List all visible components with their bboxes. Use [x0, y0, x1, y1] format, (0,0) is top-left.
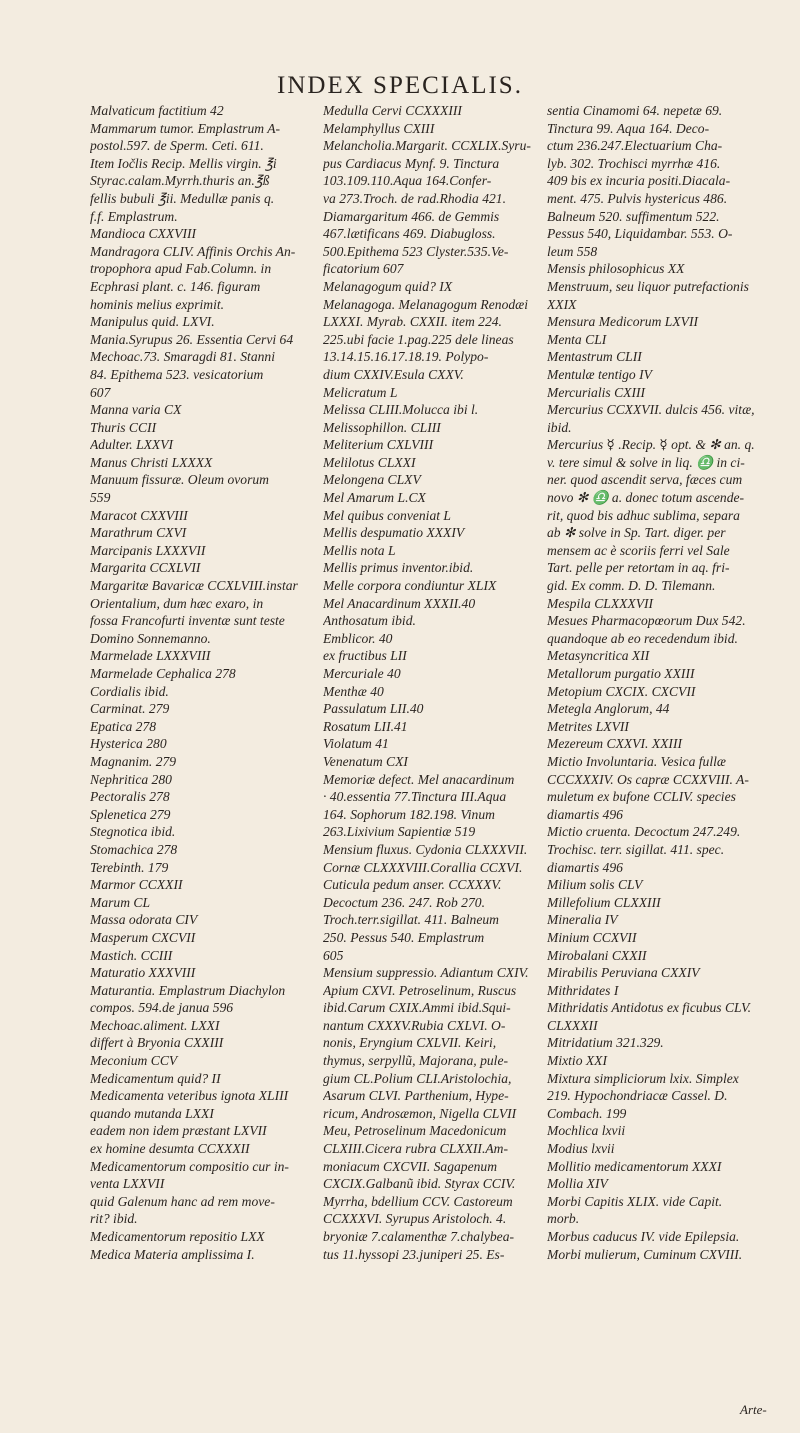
index-entry-line: · 40.essentia 77.Tinctura III.Aqua: [323, 789, 507, 805]
index-entry-line: 225.ubi facie 1.pag.225 dele lineas: [323, 331, 514, 347]
index-entry-line: Mollia XIV: [547, 1176, 608, 1192]
index-entry-line: CCXXXVI. Syrupus Aristoloch. 4.: [323, 1211, 507, 1227]
index-entry-line: venta LXXVII: [90, 1176, 165, 1192]
index-entry-line: Mollitio medicamentorum XXXI: [547, 1158, 722, 1174]
index-entry-line: Melilotus CLXXI: [323, 454, 416, 470]
index-entry-line: Hysterica 280: [90, 736, 167, 752]
index-entry-line: Malvaticum factitium 42: [90, 103, 224, 118]
index-entry-line: quandoque ab eo recedendum ibid.: [547, 630, 738, 646]
index-entry-line: Nephritica 280: [90, 771, 172, 787]
index-entry-line: Mandioca CXXVIII: [90, 226, 197, 242]
index-entry-line: diamartis 496: [547, 806, 623, 822]
index-entry-line: Manuum fissuræ. Oleum ovorum: [90, 472, 269, 488]
index-entry-line: Mel Amarum L.CX: [323, 490, 426, 506]
index-entry-line: Stegnotica ibid.: [90, 824, 176, 840]
index-entry-line: Mellis nota L: [323, 542, 396, 558]
index-entry-line: Melicratum L: [323, 384, 398, 400]
index-entry-line: Mespila CLXXXVII: [547, 595, 654, 611]
index-entry-line: Mel Anacardinum XXXII.40: [323, 595, 476, 611]
index-entry-line: tropophora apud Fab.Column. in: [90, 261, 272, 277]
index-entry-line: Melissa CLIII.Molucca ibi l.: [323, 402, 479, 418]
index-entry-line: Mentastrum CLII: [547, 349, 642, 365]
index-entry-line: Domino Sonnemanno.: [90, 630, 211, 646]
index-column-2: [323, 102, 547, 1263]
index-entry-line: Mercurius ☿ .Recip. ☿ opt. & ✻ an. q.: [547, 437, 755, 453]
index-entry-line: Menta CLI: [547, 331, 607, 347]
index-entry-line: Carminat. 279: [90, 701, 170, 717]
index-entry-line: Mirobalani CXXII: [547, 947, 647, 963]
index-entry-line: 164. Sophorum 182.198. Vinum: [323, 806, 495, 822]
index-entry-line: gid. Ex comm. D. D. Tilemann.: [547, 578, 716, 594]
index-entry-line: differt à Bryonia CXXIII: [90, 1035, 224, 1051]
index-entry-line: Mithridates I: [547, 982, 619, 998]
index-entry-line: ab ✻ solve in Sp. Tart. diger. per: [547, 525, 726, 541]
index-entry-line: Tinctura 99. Aqua 164. Deco-: [547, 120, 710, 136]
index-entry-line: Melanagogum quid? IX: [323, 278, 453, 294]
index-entry-line: Magnanim. 279: [90, 753, 177, 769]
index-column-1: [90, 102, 322, 1263]
index-entry-line: eadem non idem præstant LXVII: [90, 1123, 267, 1139]
index-entry-line: Mentulæ tentigo IV: [547, 366, 652, 382]
index-entry-line: 467.lætificans 469. Diabugloss.: [323, 226, 496, 242]
index-entry-line: Morbi Capitis XLIX. vide Capit.: [547, 1193, 723, 1209]
index-entry-line: 605: [323, 947, 344, 963]
index-entry-line: 250. Pessus 540. Emplastrum: [323, 929, 485, 945]
index-entry-line: Orientalium, dum hæc exaro, in: [90, 595, 264, 611]
index-column-3: [547, 102, 783, 1263]
index-entry-line: Medulla Cervi CCXXXIII: [323, 103, 462, 118]
index-entry-line: Melongena CLXV: [323, 472, 421, 488]
index-entry-line: Maturantia. Emplastrum Diachylon: [90, 982, 286, 998]
index-entry-line: v. tere simul & solve in liq. ♎ in ci-: [547, 454, 745, 470]
index-entry-line: Anthosatum ibid.: [323, 613, 416, 629]
index-entry-line: Mixtio XXI: [547, 1053, 608, 1069]
index-entry-line: Meu, Petroselinum Macedonicum: [323, 1123, 507, 1139]
index-entry-line: Item Iočlis Recip. Mellis virgin. ℥i: [90, 155, 277, 171]
index-entry-line: dium CXXIV.Esula CXXV.: [323, 366, 464, 382]
index-entry-line: Medicamentorum repositio LXX: [90, 1229, 265, 1244]
index-entry-line: Mensium fluxus. Cydonia CLXXXVII.: [323, 841, 528, 857]
index-entry-line: CXCIX.Galbanũ ibid. Styrax CCIV.: [323, 1176, 516, 1192]
index-entry-line: Mandragora CLIV. Affinis Orchis An-: [90, 243, 296, 259]
index-entry-line: Apium CXVI. Petroselinum, Ruscus: [323, 982, 517, 998]
index-entry-line: CCCXXXIV. Os capræ CCXXVIII. A-: [547, 771, 749, 787]
index-entry-line: Mensis philosophicus XX: [547, 261, 685, 277]
index-entry-line: CLXXXII: [547, 1017, 598, 1033]
index-entry-line: Ecphrasi plant. c. 146. figuram: [90, 278, 261, 294]
index-entry-line: Venenatum CXI: [323, 753, 408, 769]
index-entry-line: Asarum CLVI. Parthenium, Hype-: [323, 1088, 509, 1104]
index-entry-line: Terebinth. 179: [90, 859, 169, 875]
index-entry-line: Decoctum 236. 247. Rob 270.: [323, 894, 485, 910]
index-entry-line: Tart. pelle per retortam in aq. fri-: [547, 560, 730, 576]
index-entry-line: leum 558: [547, 243, 598, 259]
index-entry-line: muletum ex bufone CCLIV. species: [547, 789, 736, 805]
index-entry-line: hominis melius exprimit.: [90, 296, 225, 312]
index-entry-line: 13.14.15.16.17.18.19. Polypo-: [323, 349, 489, 365]
index-entry-line: Memoriæ defect. Mel anacardinum: [323, 771, 515, 787]
index-entry-line: Cornæ CLXXXVIII.Corallia CCXVI.: [323, 859, 523, 875]
index-entry-line: Mercurius CCXXVII. dulcis 456. vitæ,: [547, 402, 755, 418]
index-entry-line: sentia Cinamomi 64. nepetæ 69.: [547, 103, 723, 118]
index-entry-line: Mechoac.aliment. LXXI: [90, 1017, 220, 1033]
index-entry-line: Minium CCXVII: [547, 929, 637, 945]
index-entry-line: Violatum 41: [323, 736, 389, 752]
index-entry-line: LXXXI. Myrab. CXXII. item 224.: [323, 314, 502, 330]
index-entry-line: ricum, Androsæmon, Nigella CLVII: [323, 1105, 517, 1121]
index-entry-line: Massa odorata CIV: [90, 912, 198, 928]
index-entry-line: ibid.Carum CXIX.Ammi ibid.Squi-: [323, 1000, 511, 1016]
index-entry-line: Mitridatium 321.329.: [547, 1035, 664, 1051]
index-entry-line: morb.: [547, 1211, 580, 1227]
index-entry-line: ibid.: [547, 419, 572, 435]
index-entry-line: Metegla Anglorum, 44: [547, 701, 670, 717]
index-entry-line: Mirabilis Peruviana CXXIV: [547, 965, 700, 981]
index-entry-line: gium CL.Polium CLI.Aristolochia,: [323, 1070, 512, 1086]
index-entry-line: Mellis primus inventor.ibid.: [323, 560, 474, 576]
index-entry-line: Menstruum, seu liquor putrefactionis: [547, 278, 749, 294]
index-entry-line: Splenetica 279: [90, 806, 171, 822]
index-entry-line: Metasyncritica XII: [547, 648, 650, 664]
index-entry-line: Manipulus quid. LXVI.: [90, 314, 215, 330]
index-entry-line: Medica Materia amplissima I.: [90, 1246, 255, 1262]
index-entry-line: 500.Epithema 523 Clyster.535.Ve-: [323, 243, 509, 259]
index-entry-line: Metrites LXVII: [547, 718, 629, 734]
index-entry-line: ctum 236.247.Electuarium Cha-: [547, 138, 723, 154]
index-entry-line: Maturatio XXXVIII: [90, 965, 196, 981]
index-entry-line: nantum CXXXV.Rubia CXLVI. O-: [323, 1017, 506, 1033]
index-entry-line: Mastich. CCIII: [90, 947, 173, 963]
index-entry-line: Medicamentorum compositio cur in-: [90, 1158, 289, 1174]
index-entry-line: nonis, Eryngium CXLVII. Keiri,: [323, 1035, 497, 1051]
index-entry-line: tus 11.hyssopi 23.juniperi 25. Es-: [323, 1246, 505, 1262]
index-entry-line: Mithridatis Antidotus ex ficubus CLV.: [547, 1000, 752, 1016]
index-entry-line: pus Cardiacus Mynf. 9. Tinctura: [323, 155, 500, 171]
index-entry-line: Menthæ 40: [323, 683, 384, 699]
index-entry-line: Marmelade Cephalica 278: [90, 666, 236, 681]
index-entry-line: Mammarum tumor. Emplastrum A-: [90, 120, 281, 136]
index-entry-line: Pessus 540, Liquidambar. 553. O-: [547, 226, 733, 242]
index-entry-line: Rosatum LII.41: [323, 718, 408, 734]
index-entry-line: 84. Epithema 523. vesicatorium: [90, 366, 264, 382]
index-entry-line: Marum CL: [90, 894, 151, 910]
index-entry-line: Pectoralis 278: [90, 789, 170, 805]
index-entry-line: quando mutanda LXXI: [90, 1105, 214, 1121]
index-entry-line: Milium solis CLV: [547, 877, 643, 893]
index-entry-line: Mixtura simpliciorum lxix. Simplex: [547, 1070, 739, 1086]
index-entry-line: Margaritæ Bavaricæ CCXLVIII.instar: [90, 578, 298, 594]
index-entry-line: Myrrha, bdellium CCV. Castoreum: [323, 1193, 513, 1209]
index-entry-line: ficatorium 607: [323, 261, 404, 277]
index-entry-line: Meliterium CXLVIII: [323, 437, 434, 453]
index-entry-line: mensem ac è scoriis ferri vel Sale: [547, 542, 730, 558]
index-entry-line: quid Galenum hanc ad rem move-: [90, 1193, 275, 1209]
index-entry-line: Millefolium CLXXIII: [547, 894, 661, 910]
page-title: INDEX SPECIALIS.: [277, 72, 523, 99]
index-entry-line: fellis bubuli ℥ii. Medullæ panis q.: [90, 190, 275, 206]
index-entry-line: Mercuriale 40: [323, 666, 401, 681]
index-entry-line: Morbus caducus IV. vide Epilepsia.: [547, 1229, 740, 1244]
index-entry-line: Mensura Medicorum LXVII: [547, 314, 699, 330]
index-entry-line: Mictio Involuntaria. Vesica fullæ: [547, 753, 726, 769]
index-entry-line: Margarita CCXLVII: [90, 560, 201, 576]
index-entry-line: Mineralia IV: [547, 912, 618, 928]
index-entry-line: Melamphyllus CXIII: [323, 120, 435, 136]
index-entry-line: Mel quibus conveniat L: [323, 507, 451, 523]
index-entry-line: Melle corpora condiuntur XLIX: [323, 578, 497, 594]
index-entry-line: Meconium CCV: [90, 1053, 178, 1069]
index-entry-line: Metallorum purgatio XXIII: [547, 666, 695, 681]
index-entry-line: Adulter. LXXVI: [90, 437, 174, 453]
index-entry-line: compos. 594.de janua 596: [90, 1000, 234, 1016]
index-entry-line: rit, quod bis adhuc sublima, separa: [547, 507, 740, 523]
index-entry-line: Manus Christi LXXXX: [90, 454, 213, 470]
index-entry-line: Styrac.calam.Myrrh.thuris an.℥ß: [90, 173, 270, 189]
index-entry-line: thymus, serpyllũ, Majorana, pule-: [323, 1053, 509, 1069]
index-entry-line: Mercurialis CXIII: [547, 384, 646, 400]
index-entry-line: Melancholia.Margarit. CCXLIX.Syru-: [323, 138, 531, 154]
index-entry-line: Mesues Pharmacopœorum Dux 542.: [547, 613, 746, 629]
index-entry-line: Mochlica lxvii: [547, 1123, 626, 1139]
index-entry-line: CLXIII.Cicera rubra CLXXII.Am-: [323, 1141, 509, 1157]
index-entry-line: lyb. 302. Trochisci myrrhæ 416.: [547, 155, 721, 171]
index-entry-line: 263.Lixivium Sapientiæ 519: [323, 824, 476, 840]
index-entry-line: Thuris CCII: [90, 419, 157, 435]
index-entry-line: Combach. 199: [547, 1105, 627, 1121]
index-entry-line: 607: [90, 384, 111, 400]
index-entry-line: Mellis despumatio XXXIV: [323, 525, 465, 541]
index-entry-line: moniacum CXCVII. Sagapenum: [323, 1158, 498, 1174]
index-entry-line: Marmelade LXXXVIII: [90, 648, 211, 664]
index-entry-line: Epatica 278: [90, 718, 157, 734]
index-entry-line: Morbi mulierum, Cuminum CXVIII.: [547, 1246, 743, 1262]
index-entry-line: ex homine desumta CCXXXII: [90, 1141, 250, 1157]
index-entry-line: Marmor CCXXII: [90, 877, 183, 893]
index-entry-line: va 273.Troch. de rad.Rhodia 421.: [323, 190, 507, 206]
index-entry-line: 219. Hypochondriacæ Cassel. D.: [547, 1088, 728, 1104]
index-entry-line: Mensium suppressio. Adiantum CXIV.: [323, 965, 529, 981]
index-entry-line: Melissophillon. CLIII: [323, 419, 441, 435]
index-entry-line: Stomachica 278: [90, 841, 178, 857]
index-entry-line: Medicamentum quid? II: [90, 1070, 221, 1086]
index-entry-line: Metopium CXCIX. CXCVII: [547, 683, 696, 699]
index-entry-line: Masperum CXCVII: [90, 929, 196, 945]
index-entry-line: Passulatum LII.40: [323, 701, 424, 717]
index-entry-line: Balneum 520. suffimentum 522.: [547, 208, 720, 224]
index-entry-line: ment. 475. Pulvis hystericus 486.: [547, 190, 728, 206]
index-entry-line: f.f. Emplastrum.: [90, 208, 178, 224]
index-entry-line: ner. quod ascendit serva, fæces cum: [547, 472, 743, 488]
index-entry-line: Cordialis ibid.: [90, 683, 169, 699]
index-entry-line: bryoniæ 7.calamenthæ 7.chalybea-: [323, 1229, 515, 1244]
index-entry-line: ex fructibus LII: [323, 648, 407, 664]
catchword: Arte-: [740, 1402, 767, 1417]
index-entry-line: Troch.terr.sigillat. 411. Balneum: [323, 912, 499, 928]
index-entry-line: diamartis 496: [547, 859, 623, 875]
index-entry-line: Melanagoga. Melanagogum Renodæi: [323, 296, 529, 312]
index-entry-line: fossa Francofurti inventæ sunt teste: [90, 613, 285, 629]
index-entry-line: Cuticula pedum anser. CCXXXV.: [323, 877, 502, 893]
index-entry-line: Modius lxvii: [547, 1141, 615, 1157]
index-entry-line: Manna varia CX: [90, 402, 182, 418]
index-entry-line: 559: [90, 490, 111, 506]
index-entry-line: Mania.Syrupus 26. Essentia Cervi 64: [90, 331, 294, 347]
index-entry-line: Marcipanis LXXXVII: [90, 542, 206, 558]
index-entry-line: Diamargaritum 466. de Gemmis: [323, 208, 500, 224]
index-entry-line: Emblicor. 40: [323, 630, 393, 646]
index-entry-line: novo ✻ ♎ a. donec totum ascende-: [547, 490, 745, 506]
index-entry-line: Mictio cruenta. Decoctum 247.249.: [547, 824, 741, 840]
index-entry-line: 409 bis ex incuria positi.Diacala-: [547, 173, 731, 189]
index-entry-line: Trochisc. terr. sigillat. 411. spec.: [547, 841, 725, 857]
index-entry-line: postol.597. de Sperm. Ceti. 611.: [90, 138, 264, 154]
index-entry-line: rit? ibid.: [90, 1211, 138, 1227]
index-entry-line: Mezereum CXXVI. XXIII: [547, 736, 683, 752]
index-entry-line: Maracot CXXVIII: [90, 507, 188, 523]
index-entry-line: 103.109.110.Aqua 164.Confer-: [323, 173, 492, 189]
index-entry-line: Medicamenta veteribus ignota XLIII: [90, 1088, 289, 1104]
index-entry-line: XXIX: [547, 296, 577, 312]
index-entry-line: Mechoac.73. Smaragdi 81. Stanni: [90, 349, 276, 365]
index-entry-line: Marathrum CXVI: [90, 525, 187, 541]
